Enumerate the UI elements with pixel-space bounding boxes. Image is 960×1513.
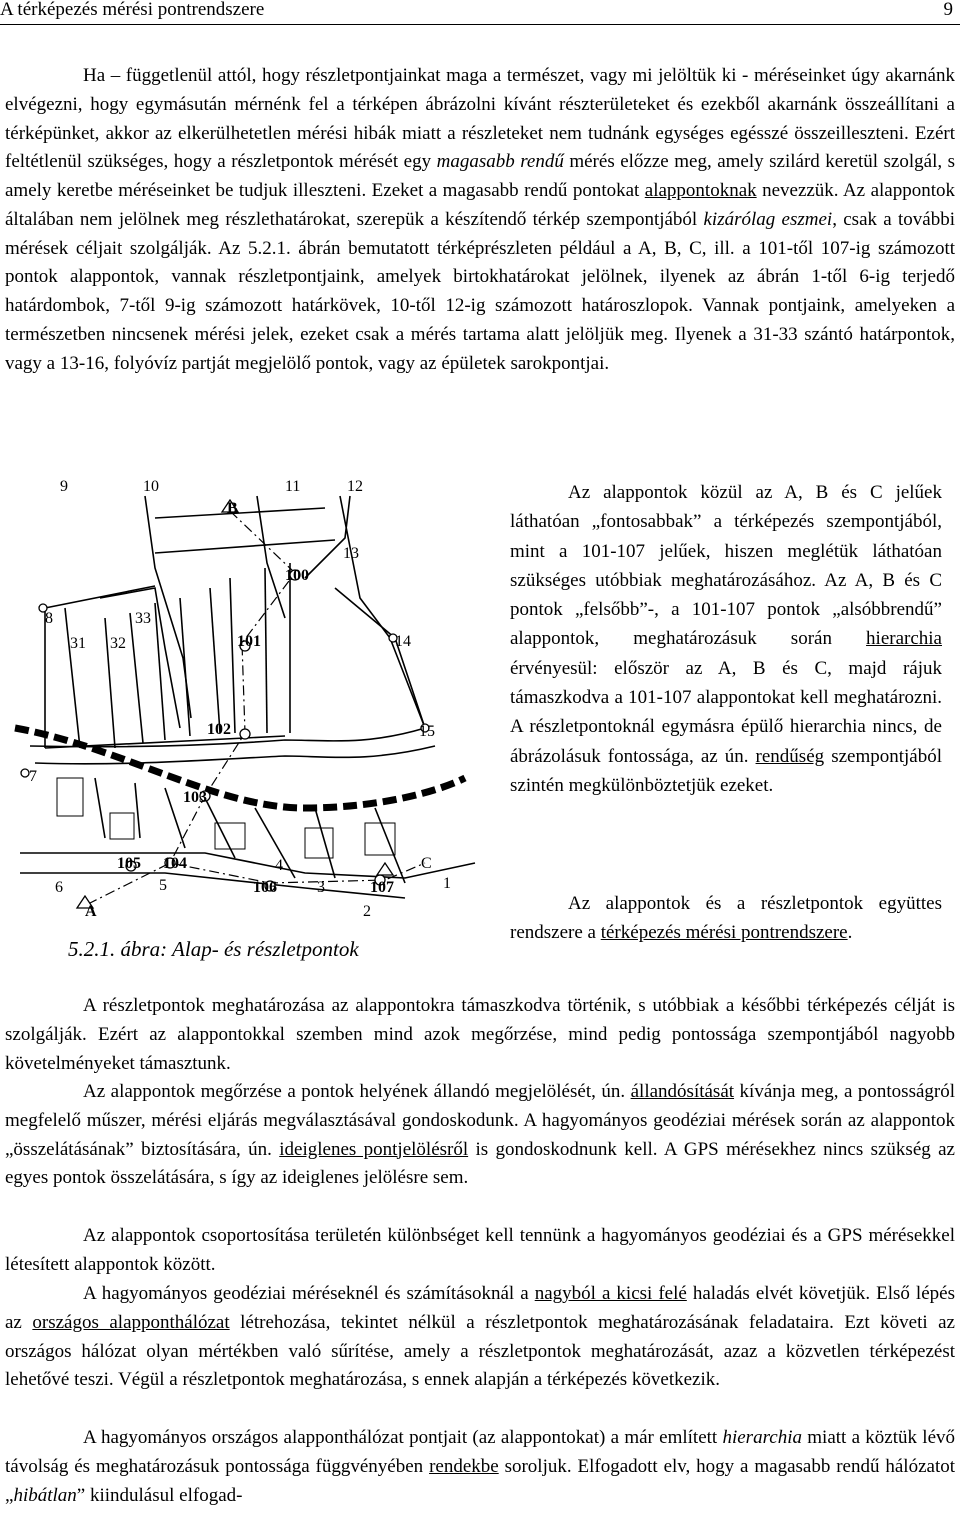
paragraph-5 — [5, 1280, 955, 1395]
text-run: Ha – függetlenül attól, hogy részletpontjainkat maga a természet, vagy mi jelöltük ki - méréseinket úgy akarnánk elvégezni, hogy egymásután mérnénk fel a térképen ábrázolni kívánt részterületeket és ezekből akarnánk összeállítani a térképünket, akkor az elkerülhetetlen mérési hibák miatt a részleteket nem tudnánk egységes egésszé összeilleszteni. Ezért feltétlenül szükséges, hogy a részletpontok mérését egy — [5, 65, 955, 173]
label-1: 1 — [443, 875, 451, 892]
figure-map — [5, 478, 495, 998]
text-run: Az alappontok megőrzése a pontok helyének állandó megjelölését, ún. — [83, 1081, 631, 1102]
figure-caption: 5.2.1. ábra: Alap- és részletpontok — [68, 937, 359, 961]
header-title: A térképezés mérési pontrendszere — [0, 0, 265, 20]
text-run: létrehozása, tekintet nélkül a részletpontok meghatározásának feladataira. Ezt követi az országos hálózat olyan mértékben való sűrítése, amely a részletpontok meghatározását, azaz a közvetlen térképezést lehetővé teszi. Végül a részletpontok meghatározása, s ennek alapján a térképezés következik. — [5, 1311, 955, 1391]
label-7: 7 — [29, 768, 37, 785]
underlined-term: rendűség — [755, 745, 825, 767]
text-run: A hagyományos geodéziai méréseknél és számításoknál a — [83, 1283, 535, 1304]
text-run: Az alappontok csoportosítása területén különbséget kell tennünk a hagyományos geodéziai és a GPS mérésekkel létesített alappontok között. — [5, 1225, 955, 1275]
label-3: 3 — [317, 879, 325, 896]
running-header — [0, 0, 960, 26]
text-run: , csak a további mérések céljait szolgálják. Az 5.2.1. ábrán bemutatott térképrészleten például a A, B, C, ill. a 101-től 107-ig számozott pontok alappontok, vannak részletpontjaink, amelyek birtokhatárokat jelölnek, ilyenek az ábrán 1-től 6-ig terjedő határdombok, 7-től 9-ig számozott határkövek, 10-től 12-ig számozott határoszlopok. Vannak pontjaink, amelyeken a természetben nincsenek mérési jelek, ezeket csak a mérés tartama alatt jelöljük meg. Ilyenek a 31-33 szántó határpontok, vagy a 13-16, folyóvíz partját megjelölő pontok, vagy az épületek sarokpontjai. — [5, 208, 955, 374]
label-A: A — [85, 903, 97, 920]
text-run: A hagyományos országos alapponthálózat pontjait (az alappontokat) a már említett — [83, 1427, 723, 1448]
map-drawing — [5, 478, 495, 938]
paragraph-3 — [5, 1078, 955, 1193]
label-10: 10 — [143, 478, 159, 495]
label-2: 2 — [363, 903, 371, 920]
label-31: 31 — [70, 635, 86, 652]
paragraph-4 — [5, 1222, 955, 1280]
text-run: mérés előzze meg, amely szilárd keretül szolgál, s amely keretbe méréseinket be tudjuk illeszteni. Ezeket a magasabb rendű pontokat — [5, 151, 955, 201]
label-100: 100 — [285, 567, 309, 584]
label-14: 14 — [395, 633, 411, 650]
label-B: B — [227, 500, 238, 517]
emphasis-term: kizárólag eszmei — [703, 208, 833, 230]
label-33: 33 — [135, 610, 151, 627]
header-rule — [0, 24, 960, 25]
label-106: 106 — [253, 879, 277, 896]
label-104: 104 — [163, 855, 187, 872]
label-102: 102 — [207, 721, 231, 738]
underlined-term: nagyból a kicsi felé — [534, 1283, 687, 1304]
emphasis-term: hibátlan — [13, 1484, 77, 1506]
label-101: 101 — [237, 633, 261, 650]
side-paragraph-2 — [510, 889, 942, 948]
page-number: 9 — [943, 0, 953, 20]
side-paragraph — [510, 478, 942, 800]
text-run: kívánja meg, a pontosságról megfelelő műszer, mérési eljárás megválasztásával gondoskodunk. A hagyományos geodéziai mérések során az alappontok „összelátásának” biztosítására, ún. — [5, 1081, 956, 1160]
text-run: . — [847, 922, 853, 944]
text-run: érvényesül: először az A, B és C, majd rájuk támaszkodva a 101-107 alappontokat kell meghatározni. A részletpontoknál egymásra épülő hierarchia nincs, de ábrázolásuk fontossága, az ún. — [510, 657, 942, 767]
label-32: 32 — [110, 635, 126, 652]
underlined-term: ideiglenes pontjelölésről — [279, 1138, 469, 1160]
label-6: 6 — [55, 879, 63, 896]
emphasis-term: hierarchia — [722, 1427, 802, 1448]
text-run: ” kiindulásul elfogad- — [76, 1484, 243, 1506]
paragraph-6 — [5, 1424, 955, 1510]
underlined-term: országos alapponthálózat — [32, 1311, 230, 1333]
text-run: is gondoskodnunk kell. A GPS mérésekhez nincs szükség az egyes pontok összelátására, s így az ideiglenes jelölésre sem. — [5, 1138, 955, 1189]
label-15: 15 — [419, 723, 435, 740]
label-5: 5 — [159, 877, 167, 894]
text-run: miatt a köztük lévő távolság és meghatározásuk pontossága függvényében — [5, 1427, 955, 1477]
underlined-term: alappontoknak — [644, 180, 757, 201]
emphasis-term: magasabb rendű — [436, 151, 564, 173]
label-C: C — [421, 855, 432, 872]
text-run: Az alappontok közül az A, B és C jelűek láthatóan „fontosabbak” a térképezés szempontjából, mint a 101-107 jelűek, hiszen meglétük láthatóan szükséges utóbbiak meghatározásához. Az A, B és C pontok „felsőbb”-, a 101-107 pontok „alsóbbrendű” alappontok, meghatározásuk során — [510, 482, 942, 650]
underlined-term: rendekbe — [429, 1455, 499, 1477]
paragraph-intro — [5, 62, 955, 378]
underlined-term: hierarchia — [866, 628, 942, 650]
label-13: 13 — [343, 545, 359, 562]
text-run: soroljuk. Elfogadott elv, hogy a magasabb rendű hálózatot „ — [5, 1455, 956, 1506]
label-12: 12 — [347, 478, 363, 495]
label-9: 9 — [60, 478, 68, 495]
label-105: 105 — [117, 855, 141, 872]
text-run: A részletpontok meghatározása az alappontokra támaszkodva történik, s utóbbiak a későbbi térképezés célját is szolgálják. Ezért az alappontokkal szemben mind azok megőrzése, mind pedig pontossága szempontjából nagyobb követelményeket támasztunk. — [5, 995, 955, 1074]
text-run: haladás elvét követjük. Első lépés az — [5, 1283, 955, 1333]
underlined-term: állandósítását — [630, 1081, 735, 1102]
text-run: nevezzük. Az alappontok általában nem jelölnek meg részlethatárokat, szerepük a készítendő térkép szempontjából — [5, 180, 955, 230]
label-11: 11 — [285, 478, 301, 495]
label-8: 8 — [45, 610, 53, 627]
text-run: szempontjából szintén megkülönböztetjük ezeket. — [510, 745, 942, 796]
underlined-term: térképezés mérési pontrendszere — [600, 922, 848, 944]
label-4: 4 — [275, 857, 283, 874]
text-run: Az alappontok és a részletpontok együttes rendszere a — [510, 893, 942, 944]
label-107: 107 — [370, 879, 394, 896]
label-103: 103 — [183, 789, 207, 806]
paragraph-2 — [5, 992, 955, 1078]
